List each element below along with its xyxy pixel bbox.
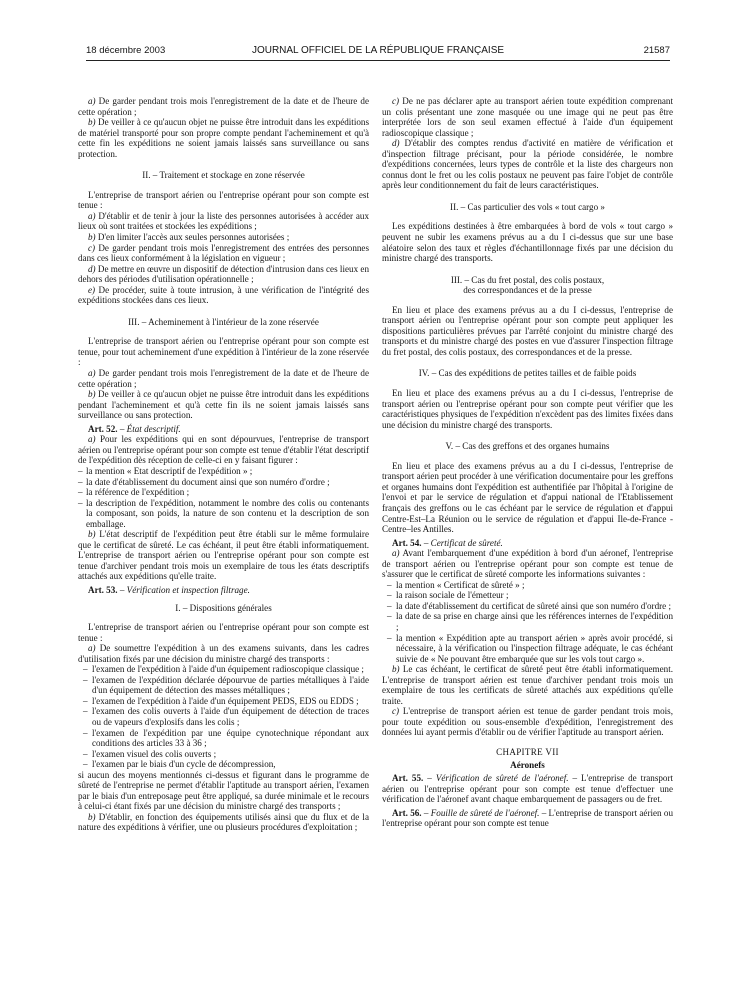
paragraph: L'entreprise de transport aérien ou l'entreprise opérant pour son compte est tenue : bbox=[78, 622, 369, 643]
list-item: – l'examen de l'expédition déclarée dépourvue de parties métalliques à l'aide d'un équipement de détection des masses métalliques ; bbox=[83, 674, 369, 696]
paragraph: b) Le cas échéant, le certificat de sûreté peut être établi informatiquement. L'entreprise de transport aérien est tenue d'archiver pendant trois mois un exemplaire de tous les certificats de sûreté attachés aux expéditions qu'elle traite. bbox=[382, 664, 673, 706]
list-item: – la date d'établissement du document ainsi que son numéro d'ordre ; bbox=[78, 476, 330, 487]
paragraph: a) De garder pendant trois mois l'enregistrement de la date et de l'heure de cette opération ; bbox=[78, 96, 369, 117]
list-item: – la date de sa prise en charge ainsi que les références internes de l'expédition ; bbox=[387, 611, 673, 632]
list-item: – l'examen visuel des colis ouverts ; bbox=[83, 748, 217, 759]
chapter-number: CHAPITRE VII bbox=[496, 746, 559, 757]
paragraph: a) De garder pendant trois mois l'enregistrement de la date et de l'heure de cette opération ; bbox=[78, 368, 369, 389]
article-heading: Art. 55. – Vérification de sûreté de l'aéronef. – L'entreprise de transport aérien ou l'entreprise opérant pour son compte est tenue d'effectuer une vérification de l'aéronef avant chaque embarquement de passagers ou de fret. bbox=[382, 773, 674, 805]
article-heading: Art. 54. – Certificat de sûreté. bbox=[392, 537, 503, 548]
bullet-list bbox=[382, 580, 673, 664]
paragraph: b) De veiller à ce qu'aucun objet ne puisse être introduit dans les expéditions pendant l'acheminement et qu'à cette fin ils ne soient jamais laissés sans surveillance ou sans protection. bbox=[78, 389, 369, 421]
chapter-title: Aéronefs bbox=[510, 759, 545, 770]
list-item: – la mention « Etat descriptif de l'expédition » ; bbox=[78, 465, 253, 476]
paragraph: a) D'établir et de tenir à jour la liste des personnes autorisées à accéder aux lieux où sont traitées et stockées les expéditions ; bbox=[78, 210, 369, 232]
list-item: – l'examen de l'expédition à l'aide d'un équipement radioscopique classique ; bbox=[83, 664, 364, 675]
header-page-number: 21587 bbox=[643, 45, 670, 56]
section-heading: III. – Acheminement à l'intérieur de la zone réservée bbox=[128, 316, 319, 327]
section-heading: des correspondances et de la presse bbox=[463, 285, 592, 296]
paragraph: a) Pour les expéditions qui en sont dépourvues, l'entreprise de transport aérien ou l'entreprise opérant pour son compte est tenue d'établir l'état descriptif de l'expédition dès réception de celle-ci en y faisant figurer : bbox=[78, 434, 369, 466]
paragraph: d) De mettre en œuvre un dispositif de détection d'intrusion dans ces lieux en dehors des périodes d'utilisation opérationnelle ; bbox=[78, 263, 369, 285]
list-item: – l'examen de l'expédition à l'aide d'un équipement PEDS, EDS ou EDDS ; bbox=[83, 695, 359, 706]
list-item: – la référence de l'expédition ; bbox=[78, 487, 190, 498]
section-heading: III. – Cas du fret postal, des colis postaux, bbox=[450, 274, 605, 285]
list-item: – la date d'établissement du certificat de sûreté ainsi que son numéro d'ordre ; bbox=[387, 600, 671, 611]
section-heading: V. – Cas des greffons et des organes humains bbox=[445, 441, 610, 452]
list-item: – l'examen de l'expédition par une équipe cynotechnique répondant aux conditions des articles 33 à 36 ; bbox=[83, 727, 369, 749]
section-heading: II. – Traitement et stockage en zone réservée bbox=[142, 170, 305, 181]
paragraph: Les expéditions destinées à être embarquées à bord de vols « tout cargo » peuvent ne subir les examens prévus au a du I ci-dessus que sur une base aléatoire selon des taux et règles d'échantillonnage fixés par une décision du ministre chargé des transports. bbox=[382, 221, 673, 264]
section-heading: IV. – Cas des expéditions de petites tailles et de faible poids bbox=[418, 368, 637, 379]
paragraph: d) D'établir des comptes rendus d'activité en matière de vérification et d'inspection filtrage précisant, pour la période considérée, le nombre d'expéditions concernées, leurs types de contrôle et la liste des chargeurs non connus dont le fret ou les colis postaux ne peuvent pas faire l'objet de contrôle après leur conditionnement du fait de leurs caractéristiques. bbox=[382, 138, 673, 191]
left-column bbox=[78, 96, 369, 833]
paragraph: b) D'établir, en fonction des équipements utilisés ainsi que du flux et de la nature des expéditions à vérifier, une ou plusieurs procédures d'exploitation ; bbox=[78, 811, 369, 833]
paragraph: a) Avant l'embarquement d'une expédition à bord d'un aéronef, l'entreprise de transport aérien ou l'entreprise opérant pour son compte est tenue de s'assurer que le certificat de sûreté comporte les informations suivantes : bbox=[382, 548, 673, 580]
paragraph: si aucun des moyens mentionnés ci-dessus et figurant dans le programme de sûreté de l'entreprise ne permet d'établir l'aptitude au transport aérien, l'examen par le biais d'un entreposage peut être appliqué, sa durée minimale et le recours à celui-ci étant fixés par une décision du ministre chargé des transports ; bbox=[78, 769, 369, 812]
section-heading: II. – Cas particulier des vols « tout cargo » bbox=[450, 201, 605, 212]
paragraph: a) De soumettre l'expédition à un des examens suivants, dans les cadres d'utilisation fixés par une décision du ministre chargé des transports : bbox=[78, 643, 369, 664]
paragraph: b) L'état descriptif de l'expédition peut être établi sur le même formulaire que le certificat de sûreté. Le cas échéant, il peut être établi informatiquement. L'entreprise de transport aérien ou l'entreprise opérant pour son compte est tenue d'archiver pendant trois mois un exemplaire de tous les états descriptifs attachés aux expéditions qu'elle traite. bbox=[78, 529, 369, 582]
list-item: – la raison sociale de l'émetteur ; bbox=[387, 590, 509, 601]
article-heading: Art. 53. – Vérification et inspection filtrage. bbox=[88, 584, 250, 595]
paragraph: En lieu et place des examens prévus au a du I ci-dessus, l'entreprise de transport aérien ou l'entreprise opérant pour son compte peut appliquer les dispositions particulières prévues par l'arrêté conjoint du ministre chargé des transports et du ministre chargé des postes en vue d'assurer l'inspection filtrage du fret postal, des colis postaux, des correspondances et de la presse. bbox=[382, 304, 673, 357]
section-heading: I. – Dispositions générales bbox=[175, 602, 272, 613]
list-item: – la mention « Certificat de sûreté » ; bbox=[387, 579, 525, 590]
paragraph: c) L'entreprise de transport aérien est tenue de garder pendant trois mois, pour toute expédition ou sous-ensemble d'expédition, l'enregistrement des données lui ayant permis d'établir ou de vérifier l'aptitude au transport aérien. bbox=[382, 706, 673, 738]
list-item: – l'examen des colis ouverts à l'aide d'un équipement de détection de traces ou de vapeurs d'explosifs dans les colis ; bbox=[83, 706, 369, 727]
header-rule bbox=[86, 60, 670, 61]
paragraph: En lieu et place des examens prévus au a du I ci-dessus, l'entreprise de transport aérien peut procéder à une vérification documentaire pour les greffons et organes humains dont l'expédition est authentifiée par l'hôpital à l'origine de l'envoi et par le service de régulation et d'appui national de l'Etablissement français des greffons ou le cas échéant par le service de régulation et d'appui Centre-Est–La Réunion ou le service de régulation et d'appui Ile-de-France - Centre–les Antilles. bbox=[382, 460, 673, 535]
right-column bbox=[382, 96, 673, 829]
list-item: – la mention « Expédition apte au transport aérien » après avoir procédé, si nécessaire, à la vérification ou l'inspection filtrage adéquate, le cas échéant suivie de « Ne pouvant être embarquée que sur les vols tout cargo ». bbox=[387, 632, 673, 664]
header-date: 18 décembre 2003 bbox=[86, 45, 166, 56]
bullet-list bbox=[78, 664, 369, 769]
paragraph: b) D'en limiter l'accès aux seules personnes autorisées ; bbox=[88, 232, 290, 243]
paragraph: L'entreprise de transport aérien ou l'entreprise opérant pour son compte est tenue : bbox=[78, 189, 369, 211]
list-item: – l'examen par le biais d'un cycle de décompression, bbox=[83, 759, 276, 770]
bullet-list bbox=[78, 466, 369, 529]
header-title: JOURNAL OFFICIEL DE LA RÉPUBLIQUE FRANÇAISE bbox=[251, 45, 505, 56]
page-header bbox=[86, 45, 670, 59]
paragraph: L'entreprise de transport aérien ou l'entreprise opérant pour son compte est tenue, pour tout acheminement d'une expédition à l'intérieur de la zone réservée : bbox=[78, 336, 369, 368]
article-heading: Art. 52. – État descriptif. bbox=[88, 423, 181, 434]
list-item: – la description de l'expédition, notamment le nombre des colis ou contenants la composant, son poids, la nature de son contenu et la description de son emballage. bbox=[78, 497, 369, 529]
paragraph: e) De procéder, suite à toute intrusion, à une vérification de l'intégrité des expéditions stockées dans ces lieux. bbox=[78, 284, 369, 306]
paragraph: En lieu et place des examens prévus au a du I ci-dessus, l'entreprise de transport aérien ou l'entreprise opérant pour son compte peut vérifier que les caractéristiques physiques de l'expédition n'excèdent pas des limites fixées dans une décision du ministre chargé des transports. bbox=[382, 388, 673, 430]
paragraph: c) De ne pas déclarer apte au transport aérien toute expédition comprenant un colis présentant une zone masquée ou une image qui ne peut pas être interprétée lors de son seul examen effectué à l'aide d'un équipement radioscopique classique ; bbox=[382, 96, 673, 138]
paragraph: c) De garder pendant trois mois l'enregistrement des entrées des personnes dans ces lieux conformément à la législation en vigueur ; bbox=[78, 242, 369, 264]
article-heading: Art. 56. – Fouille de sûreté de l'aéronef. – L'entreprise de transport aérien ou l'entreprise opérant pour son compte est tenue bbox=[382, 807, 673, 829]
paragraph: b) De veiller à ce qu'aucun objet ne puisse être introduit dans les expéditions de matériel transporté pour son propre compte pendant l'acheminement et qu'à cette fin les expéditions ne soient jamais laissés sans surveillance ou sans protection. bbox=[78, 117, 369, 159]
